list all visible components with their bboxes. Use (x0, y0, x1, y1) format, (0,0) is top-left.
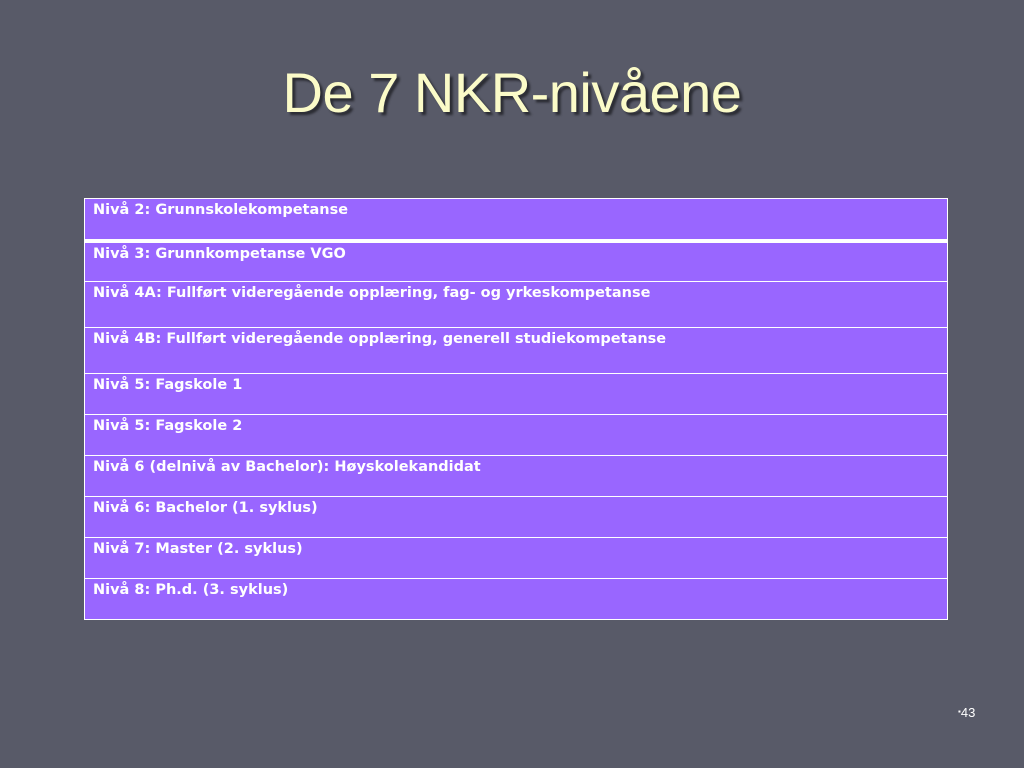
nkr-levels-table (84, 198, 948, 620)
level-cell-niva-8-phd: Nivå 8: Ph.d. (3. syklus) (85, 579, 948, 620)
level-cell-niva-4b: Nivå 4B: Fullført videregående opplæring, generell studiekompetanse (85, 328, 948, 374)
level-cell-niva-5-fagskole-1: Nivå 5: Fagskole 1 (85, 374, 948, 415)
table-row (85, 199, 948, 241)
table-row (85, 497, 948, 538)
table-row (85, 579, 948, 620)
level-cell-niva-5-fagskole-2: Nivå 5: Fagskole 2 (85, 415, 948, 456)
table-row (85, 328, 948, 374)
slide-title: De 7 NKR-nivåene (282, 61, 742, 124)
page-number-value: 43 (960, 705, 976, 720)
level-cell-niva-6-hoyskolekandidat: Nivå 6 (delnivå av Bachelor): Høyskolekandidat (85, 456, 948, 497)
level-cell-niva-2: Nivå 2: Grunnskolekompetanse (85, 199, 948, 241)
level-cell-niva-6-bachelor: Nivå 6: Bachelor (1. syklus) (85, 497, 948, 538)
level-cell-niva-7-master: Nivå 7: Master (2. syklus) (85, 538, 948, 579)
table-row (85, 415, 948, 456)
table-row (85, 374, 948, 415)
page-number (958, 705, 975, 720)
table-row (85, 538, 948, 579)
level-cell-niva-3: Nivå 3: Grunnkompetanse VGO (85, 241, 948, 282)
level-cell-niva-4a: Nivå 4A: Fullført videregående opplæring, fag- og yrkeskompetanse (85, 282, 948, 328)
table-row (85, 282, 948, 328)
bullet-icon: ▪ (958, 707, 961, 716)
table-row (85, 456, 948, 497)
table-row (85, 241, 948, 282)
